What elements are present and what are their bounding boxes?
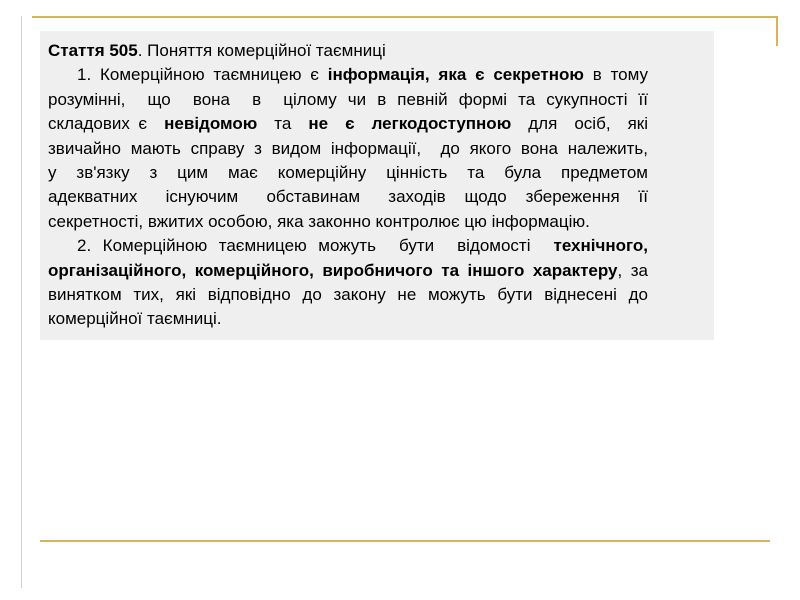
text-segment: 2. Комерційною таємницею можуть бути відомості	[77, 236, 554, 256]
text-line	[48, 63, 648, 87]
article-title	[48, 39, 648, 63]
text-segment: звичайно мають справу з видом інформації, до якого вона належить,	[48, 138, 648, 158]
text-segment: та	[257, 114, 309, 134]
text-segment: секретності, вжитих особою, яка законно контролює цю інформацію.	[48, 211, 590, 231]
text-line	[48, 88, 648, 112]
text-segment: організаційного, комерційного, виробничого та іншого характеру	[48, 260, 618, 280]
text-line	[48, 112, 648, 136]
text-segment: не є легкодоступною	[308, 114, 512, 134]
text-line	[48, 137, 648, 161]
bottom-horizontal-rule	[40, 540, 770, 542]
right-vertical-rule	[776, 16, 778, 46]
text-line	[48, 234, 648, 258]
text-segment: розумінні, що вона в цілому чи в певній формі та сукупності її	[48, 89, 648, 109]
paragraph-2	[48, 234, 648, 332]
text-segment: адекватних існуючим обставинам заходів щодо збереження її	[48, 187, 648, 207]
text-segment: в тому	[583, 65, 649, 85]
text-line	[48, 259, 648, 283]
article-number: Стаття 505	[48, 41, 138, 60]
text-segment: для осіб, які	[511, 114, 649, 134]
text-line	[48, 161, 648, 185]
text-segment: інформація, яка є секретною	[327, 65, 584, 85]
article-text-box	[40, 31, 714, 340]
text-segment: складових є	[48, 114, 165, 134]
article-title-text: . Поняття комерційної таємниці	[137, 41, 386, 60]
paragraph-1	[48, 63, 648, 234]
text-line	[48, 307, 648, 331]
text-segment: технічного,	[553, 236, 648, 256]
text-segment: невідомою	[164, 114, 258, 134]
left-vertical-rule	[21, 16, 22, 588]
text-line	[48, 210, 648, 234]
text-segment: 1. Комерційною таємницею є	[77, 65, 328, 85]
text-segment: комерційної таємниці.	[48, 309, 222, 329]
text-line	[48, 185, 648, 209]
text-line	[48, 283, 648, 307]
text-segment: у зв'язку з цим має комерційну цінність та була предметом	[48, 163, 648, 183]
text-segment: винятком тих, які відповідно до закону не можуть бути віднесені до	[48, 285, 648, 305]
top-horizontal-rule	[32, 16, 778, 18]
text-segment: , за	[617, 260, 648, 280]
